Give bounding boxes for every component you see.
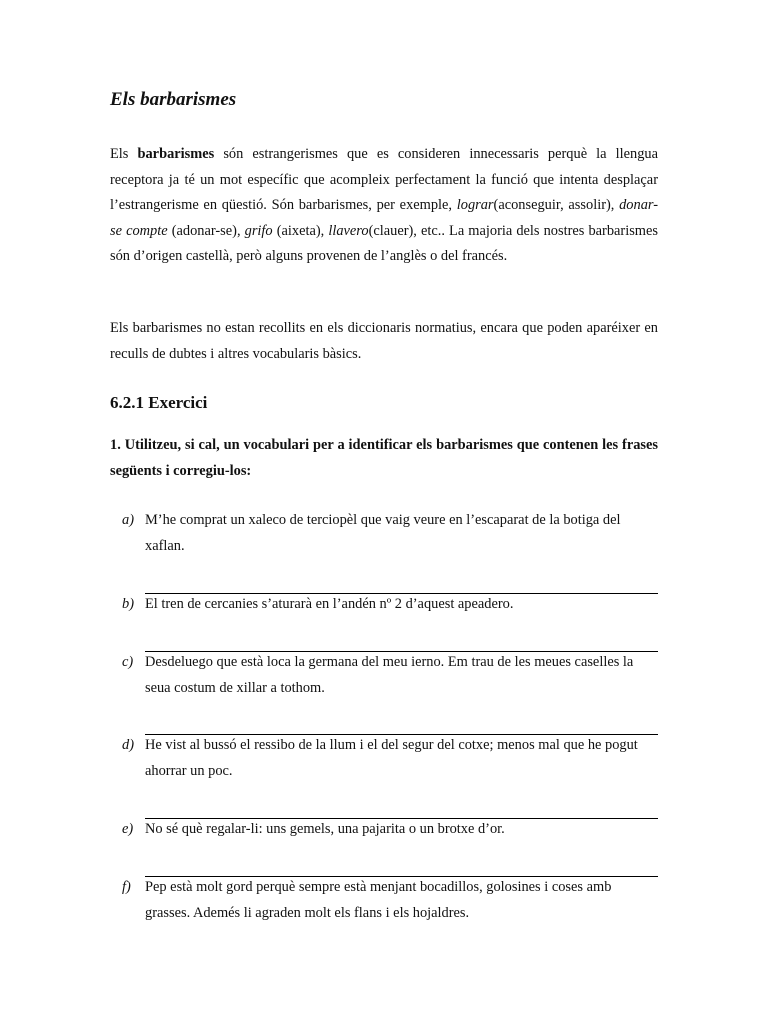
example-word: donar-se compte [110,197,658,239]
item-text: El tren de cercanies s’aturarà en l’andén nº 2 d’aquest apeadero. [145,596,514,612]
section-heading: 6.2.1 Exercici [110,393,208,412]
exercise-item-e [122,817,658,843]
exercise-item-d [122,733,658,784]
item-letter: f) [122,879,131,895]
exercise-item-a [122,508,658,559]
term-barbarismes: barbarismes [137,146,215,162]
item-letter: b) [122,596,134,612]
item-text: M’he comprat un xaleco de terciopèl que vaig veure en l’escaparat de la botiga del xaflan. [145,512,621,554]
item-letter: a) [122,512,134,528]
exercise-item-c [122,650,658,701]
example-gloss: (aixeta), [272,222,329,239]
example-gloss: (adonar-se), [167,222,245,239]
item-text: No sé què regalar-li: uns gemels, una pajarita o un brotxe d’or. [145,821,505,837]
item-text: Desdeluego que està loca la germana del meu ierno. Em trau de les meues caselles la seua costum de xillar a tothom. [145,654,634,696]
exercise-instruction: 1. Utilitzeu, si cal, un vocabulari per a identificar els barbarismes que contenen les frases següents i corregiu-los: [110,437,658,479]
page-title: Els barbarismes [110,89,237,110]
example-word: grifo [244,222,273,239]
second-paragraph: Els barbarismes no estan recollits en els diccionaris normatius, encara que poden aparéixer en reculls de dubtes i altres vocabularis bàsics. [110,320,658,362]
item-letter: e) [122,821,134,837]
item-text: He vist al bussó el ressibo de la llum i el del segur del cotxe; menos mal que he pogut ahorrar un poc. [145,737,638,779]
example-word: llavero [328,222,369,239]
example-gloss: (clauer), etc.. La majoria dels nostres barbarismes són d’origen castellà, però alguns provenen de l’anglès o del francés. [110,222,658,264]
item-letter: d) [122,737,134,753]
exercise-item-b [122,592,658,618]
item-letter: c) [122,654,134,670]
intro-text: són estrangerismes que es consideren innecessaris perquè la llengua receptora ja té un mot específic que acompleix perfectament la funció que intenta desplaçar l’estrangerisme en qüestió. Són barbarismes, per exemple, [110,146,658,213]
example-gloss: (aconseguir, assolir), [493,197,620,213]
exercise-item-f [122,875,658,926]
intro-paragraph [110,142,658,270]
example-word: lograr [456,197,494,213]
intro-text: Els [110,146,138,162]
item-text: Pep està molt gord perquè sempre està menjant bocadillos, golosines i coses amb grasses. Ademés li agraden molt els flans i els hojaldres. [145,879,612,921]
